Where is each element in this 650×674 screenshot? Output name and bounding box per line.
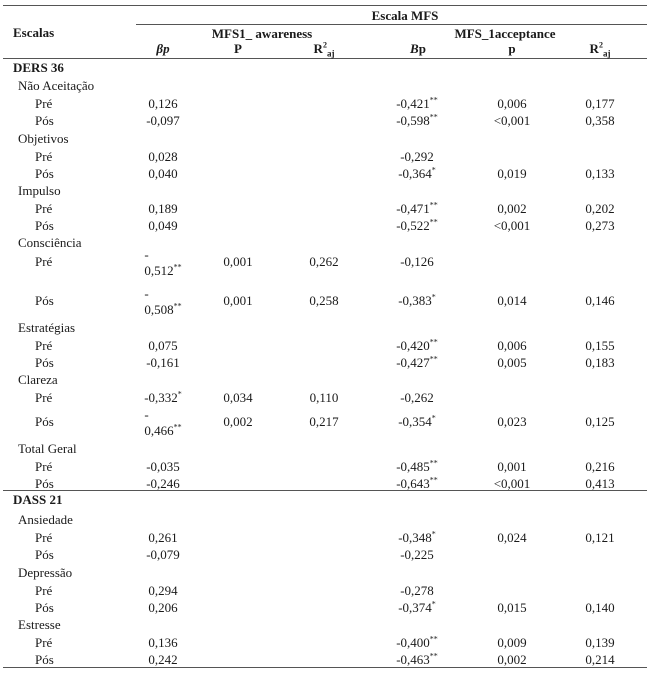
table-row bbox=[0, 355, 650, 371]
category-consciencia: Consciência bbox=[18, 235, 82, 250]
cell-beta: 0,028 bbox=[148, 149, 178, 164]
section-ders: DERS 36 bbox=[13, 60, 64, 75]
cell-B: -0,364* bbox=[398, 165, 436, 181]
table-row bbox=[0, 459, 650, 475]
cell-r2-awareness: 0,258 bbox=[309, 293, 339, 308]
row-phase-label: Pré bbox=[35, 96, 53, 111]
cell-B: -0,278 bbox=[400, 583, 434, 598]
category-estresse: Estresse bbox=[18, 617, 61, 632]
col-P: P bbox=[234, 41, 242, 56]
row-phase-label: Pós bbox=[35, 652, 54, 667]
cell-r2-acceptance: 0,216 bbox=[585, 459, 615, 474]
table-row bbox=[0, 338, 650, 354]
cell-r2-acceptance: 0,140 bbox=[585, 600, 615, 615]
cell-beta: 0,040 bbox=[148, 166, 178, 181]
cell-beta: - 0,512** bbox=[144, 247, 182, 278]
cell-B: -0,485** bbox=[396, 458, 438, 474]
cell-p: 0,005 bbox=[497, 355, 527, 370]
cell-beta: - 0,466** bbox=[144, 407, 182, 438]
table-row bbox=[0, 166, 650, 182]
row-phase-label: Pré bbox=[35, 530, 53, 545]
cell-B: -0,400** bbox=[396, 634, 438, 650]
col-beta-p: βp bbox=[156, 41, 170, 56]
cell-B: -0,643** bbox=[396, 475, 438, 491]
cell-p: 0,006 bbox=[497, 96, 527, 111]
cell-r2-awareness: 0,110 bbox=[309, 390, 339, 405]
table-row bbox=[0, 149, 650, 165]
header-bottom-rule bbox=[3, 58, 647, 59]
cell-r2-acceptance: 0,155 bbox=[585, 338, 615, 353]
table-row bbox=[0, 247, 650, 278]
row-phase-label: Pré bbox=[35, 338, 53, 353]
row-phase-label: Pós bbox=[35, 355, 54, 370]
cell-beta: -0,332* bbox=[144, 389, 182, 405]
cell-p: <0,001 bbox=[493, 218, 531, 233]
cell-r2-acceptance: 0,146 bbox=[585, 293, 615, 308]
row-phase-label: Pré bbox=[35, 254, 53, 269]
header-group-acceptance: MFS_1acceptance bbox=[454, 26, 556, 41]
cell-p: 0,006 bbox=[497, 338, 527, 353]
cell-P: 0,002 bbox=[223, 414, 253, 429]
cell-B: -0,348* bbox=[398, 529, 436, 545]
group-rule bbox=[136, 24, 647, 25]
cell-p: 0,014 bbox=[497, 293, 527, 308]
cell-p: 0,015 bbox=[497, 600, 527, 615]
cell-r2-acceptance: 0,139 bbox=[585, 635, 615, 650]
category-estrategias: Estratégias bbox=[18, 320, 76, 335]
cell-beta: -0,246 bbox=[146, 476, 180, 491]
cell-p: 0,019 bbox=[497, 166, 527, 181]
table-row bbox=[0, 286, 650, 317]
cell-beta: -0,079 bbox=[146, 547, 180, 562]
cell-beta: -0,035 bbox=[146, 459, 180, 474]
cell-beta: 0,206 bbox=[148, 600, 178, 615]
cell-r2-acceptance: 0,177 bbox=[585, 96, 615, 111]
header-group-awareness: MFS1_ awareness bbox=[211, 26, 313, 41]
cell-B: -0,354* bbox=[398, 413, 436, 429]
cell-B: -0,522** bbox=[396, 217, 438, 233]
cell-beta: 0,261 bbox=[148, 530, 178, 545]
cell-r2-acceptance: 0,125 bbox=[585, 414, 615, 429]
cell-p: <0,001 bbox=[493, 476, 531, 491]
category-clareza: Clareza bbox=[18, 372, 58, 387]
row-phase-label: Pós bbox=[35, 476, 54, 491]
category-impulso: Impulso bbox=[18, 183, 61, 198]
cell-p: <0,001 bbox=[493, 113, 531, 128]
table-row bbox=[0, 201, 650, 217]
cell-B: -0,374* bbox=[398, 599, 436, 615]
table-row bbox=[0, 390, 650, 406]
cell-beta: 0,049 bbox=[148, 218, 178, 233]
category-nao-aceitacao: Não Aceitação bbox=[18, 78, 95, 93]
row-phase-label: Pós bbox=[35, 293, 54, 308]
table-row bbox=[0, 476, 650, 492]
section-dass: DASS 21 bbox=[13, 492, 63, 507]
table-row bbox=[0, 113, 650, 129]
table-row bbox=[0, 635, 650, 651]
cell-r2-awareness: 0,262 bbox=[309, 254, 339, 269]
category-total-geral: Total Geral bbox=[18, 441, 77, 456]
cell-r2-acceptance: 0,214 bbox=[585, 652, 615, 667]
cell-B: -0,471** bbox=[396, 200, 438, 216]
cell-beta: -0,161 bbox=[146, 355, 180, 370]
cell-p: 0,001 bbox=[497, 459, 527, 474]
table-row bbox=[0, 218, 650, 234]
cell-r2-acceptance: 0,413 bbox=[585, 476, 615, 491]
table-row bbox=[0, 652, 650, 668]
row-phase-label: Pré bbox=[35, 201, 53, 216]
row-phase-label: Pré bbox=[35, 390, 53, 405]
row-phase-label: Pós bbox=[35, 113, 54, 128]
table-row bbox=[0, 96, 650, 112]
cell-B: -0,383* bbox=[398, 292, 436, 308]
row-phase-label: Pós bbox=[35, 600, 54, 615]
cell-P: 0,001 bbox=[223, 254, 253, 269]
cell-B: -0,598** bbox=[396, 112, 438, 128]
cell-P: 0,001 bbox=[223, 293, 253, 308]
cell-r2-acceptance: 0,202 bbox=[585, 201, 615, 216]
cell-beta: -0,097 bbox=[146, 113, 180, 128]
category-objetivos: Objetivos bbox=[18, 131, 69, 146]
cell-beta: - 0,508** bbox=[144, 286, 182, 317]
table-row bbox=[0, 547, 650, 563]
row-phase-label: Pós bbox=[35, 414, 54, 429]
header-escalas: Escalas bbox=[13, 25, 55, 40]
cell-B: -0,420** bbox=[396, 337, 438, 353]
cell-p: 0,023 bbox=[497, 414, 527, 429]
table-row bbox=[0, 600, 650, 616]
row-phase-label: Pré bbox=[35, 583, 53, 598]
cell-B: -0,463** bbox=[396, 651, 438, 667]
cell-B: -0,262 bbox=[400, 390, 434, 405]
cell-r2-acceptance: 0,133 bbox=[585, 166, 615, 181]
cell-r2-acceptance: 0,358 bbox=[585, 113, 615, 128]
cell-r2-acceptance: 0,273 bbox=[585, 218, 615, 233]
category-ansiedade: Ansiedade bbox=[18, 512, 73, 527]
cell-beta: 0,189 bbox=[148, 201, 178, 216]
row-phase-label: Pré bbox=[35, 459, 53, 474]
col-B: Bp bbox=[410, 41, 426, 56]
cell-p: 0,024 bbox=[497, 530, 527, 545]
row-phase-label: Pós bbox=[35, 218, 54, 233]
table-row bbox=[0, 407, 650, 438]
cell-p: 0,009 bbox=[497, 635, 527, 650]
cell-beta: 0,126 bbox=[148, 96, 178, 111]
cell-beta: 0,242 bbox=[148, 652, 178, 667]
cell-r2-awareness: 0,217 bbox=[309, 414, 339, 429]
cell-beta: 0,136 bbox=[148, 635, 178, 650]
top-rule bbox=[3, 5, 647, 6]
cell-B: -0,292 bbox=[400, 149, 434, 164]
row-phase-label: Pré bbox=[35, 635, 53, 650]
cell-P: 0,034 bbox=[223, 390, 253, 405]
table-row bbox=[0, 530, 650, 546]
header-escala-mfs: Escala MFS bbox=[371, 8, 439, 23]
table-row bbox=[0, 583, 650, 599]
cell-r2-acceptance: 0,183 bbox=[585, 355, 615, 370]
cell-beta: 0,075 bbox=[148, 338, 178, 353]
cell-B: -0,126 bbox=[400, 254, 434, 269]
row-phase-label: Pré bbox=[35, 149, 53, 164]
row-phase-label: Pós bbox=[35, 547, 54, 562]
cell-B: -0,427** bbox=[396, 354, 438, 370]
col-r2-acceptance: $R^2_{aj}$ bbox=[589, 40, 611, 59]
cell-beta: 0,294 bbox=[148, 583, 178, 598]
category-depressao: Depressão bbox=[18, 565, 73, 580]
row-phase-label: Pós bbox=[35, 166, 54, 181]
cell-B: -0,225 bbox=[400, 547, 434, 562]
cell-p: 0,002 bbox=[497, 652, 527, 667]
cell-p: 0,002 bbox=[497, 201, 527, 216]
col-r2-awareness: $R^2_{aj}$ bbox=[313, 40, 335, 59]
col-p: p bbox=[508, 41, 516, 56]
cell-B: -0,421** bbox=[396, 95, 438, 111]
cell-r2-acceptance: 0,121 bbox=[585, 530, 615, 545]
